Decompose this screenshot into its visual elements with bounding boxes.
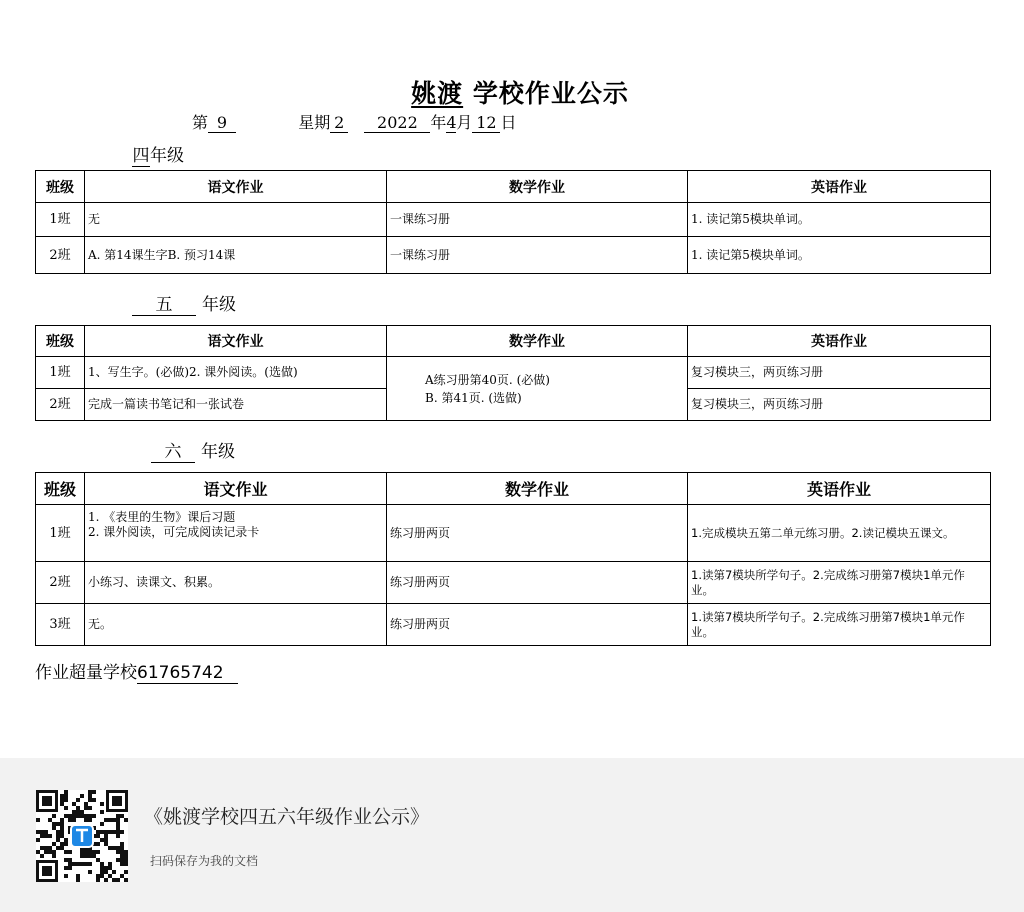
header-english: 英语作业 [688,171,991,203]
date-nian: 年 [430,113,447,132]
english-cell: 复习模块三，两页练习册 [688,357,991,389]
chinese-line: 1. 《表里的生物》课后习题 [88,510,236,524]
overload-phone: 61765742 [137,663,238,684]
date-line [192,110,516,133]
grade-5-heading [132,290,236,316]
header-chinese: 语文作业 [85,326,387,357]
english-cell: 1. 读记第5模块单词。 [688,203,991,237]
english-cell: 1.完成模块五第二单元练习册。2.读记模块五课文。 [688,505,991,562]
header-class: 班级 [36,473,85,505]
class-cell: 2班 [36,237,85,274]
class-cell: 1班 [36,203,85,237]
page-title [0,74,1024,110]
header-class: 班级 [36,171,85,203]
date-ri: 日 [500,113,517,132]
class-cell: 3班 [36,604,85,646]
math-line: B. 第41页. (选做) [425,390,522,405]
table-row [36,604,991,646]
date-xingqi: 星期 [298,113,331,132]
footer-doc-title: 《姚渡学校四五六年级作业公示》 [144,806,430,828]
class-cell: 2班 [36,389,85,421]
table-row [36,237,991,274]
footer-bar [0,758,1024,912]
chinese-cell: A. 第14课生字B. 预习14课 [85,237,387,274]
header-class: 班级 [36,326,85,357]
math-cell: 练习册两页 [387,505,688,562]
table-row [36,357,991,389]
year: 2022 [364,114,430,133]
math-cell-merged [387,357,688,421]
chinese-cell: 小练习、读课文、积累。 [85,562,387,604]
header-math: 数学作业 [387,473,688,505]
grade-suffix: 年级 [202,295,236,315]
grade-6-table [35,472,991,646]
chinese-cell: 完成一篇读书笔记和一张试卷 [85,389,387,421]
table-header-row [36,473,991,505]
table-row [36,505,991,562]
chinese-line: 2. 课外阅读，可完成阅读记录卡 [88,525,260,539]
chinese-cell: 无。 [85,604,387,646]
grade-suffix: 年级 [150,146,184,166]
table-header-row [36,326,991,357]
date-yue: 月 [456,113,473,132]
header-english: 英语作业 [688,473,991,505]
class-cell: 2班 [36,562,85,604]
header-english: 英语作业 [688,326,991,357]
math-cell: 一课练习册 [387,237,688,274]
date-di: 第 [192,113,209,132]
day: 12 [472,114,500,133]
grade-4-heading [132,141,184,167]
grade-name: 四 [132,146,150,166]
weekday: 2 [330,114,348,133]
grade-name: 六 [151,443,195,463]
table-header-row [36,171,991,203]
english-cell: 1.读第7模块所学句子。2.完成练习册第7模块1单元作业。 [688,562,991,604]
overload-label: 作业超量学校 [35,663,137,683]
chinese-cell: 1、写生字。(必做)2. 课外阅读。(选做) [85,357,387,389]
english-cell: 复习模块三，两页练习册 [688,389,991,421]
math-cell: 练习册两页 [387,562,688,604]
header-chinese: 语文作业 [85,473,387,505]
math-cell: 练习册两页 [387,604,688,646]
qr-code-icon[interactable] [36,790,128,882]
month: 4 [446,113,457,132]
chinese-cell: 无 [85,203,387,237]
footer-scan-hint: 扫码保存为我的文档 [150,854,259,868]
grade-name: 五 [132,296,196,316]
math-line: A练习册第40页. (必做) [425,372,550,387]
title-school: 姚渡 [411,79,464,108]
header-math: 数学作业 [387,326,688,357]
class-cell: 1班 [36,357,85,389]
english-cell: 1.读第7模块所学句子。2.完成练习册第7模块1单元作业。 [688,604,991,646]
math-cell: 一课练习册 [387,203,688,237]
header-chinese: 语文作业 [85,171,387,203]
chinese-cell [85,505,387,562]
grade-4-table [35,170,991,274]
header-math: 数学作业 [387,171,688,203]
table-row [36,203,991,237]
table-row [36,562,991,604]
overload-contact [35,658,238,683]
grade-suffix: 年级 [201,442,235,462]
week-number: 9 [208,114,236,133]
grade-6-heading [151,437,235,463]
grade-5-table [35,325,991,421]
english-cell: 1. 读记第5模块单词。 [688,237,991,274]
class-cell: 1班 [36,505,85,562]
title-rest: 学校作业公示 [472,79,629,108]
